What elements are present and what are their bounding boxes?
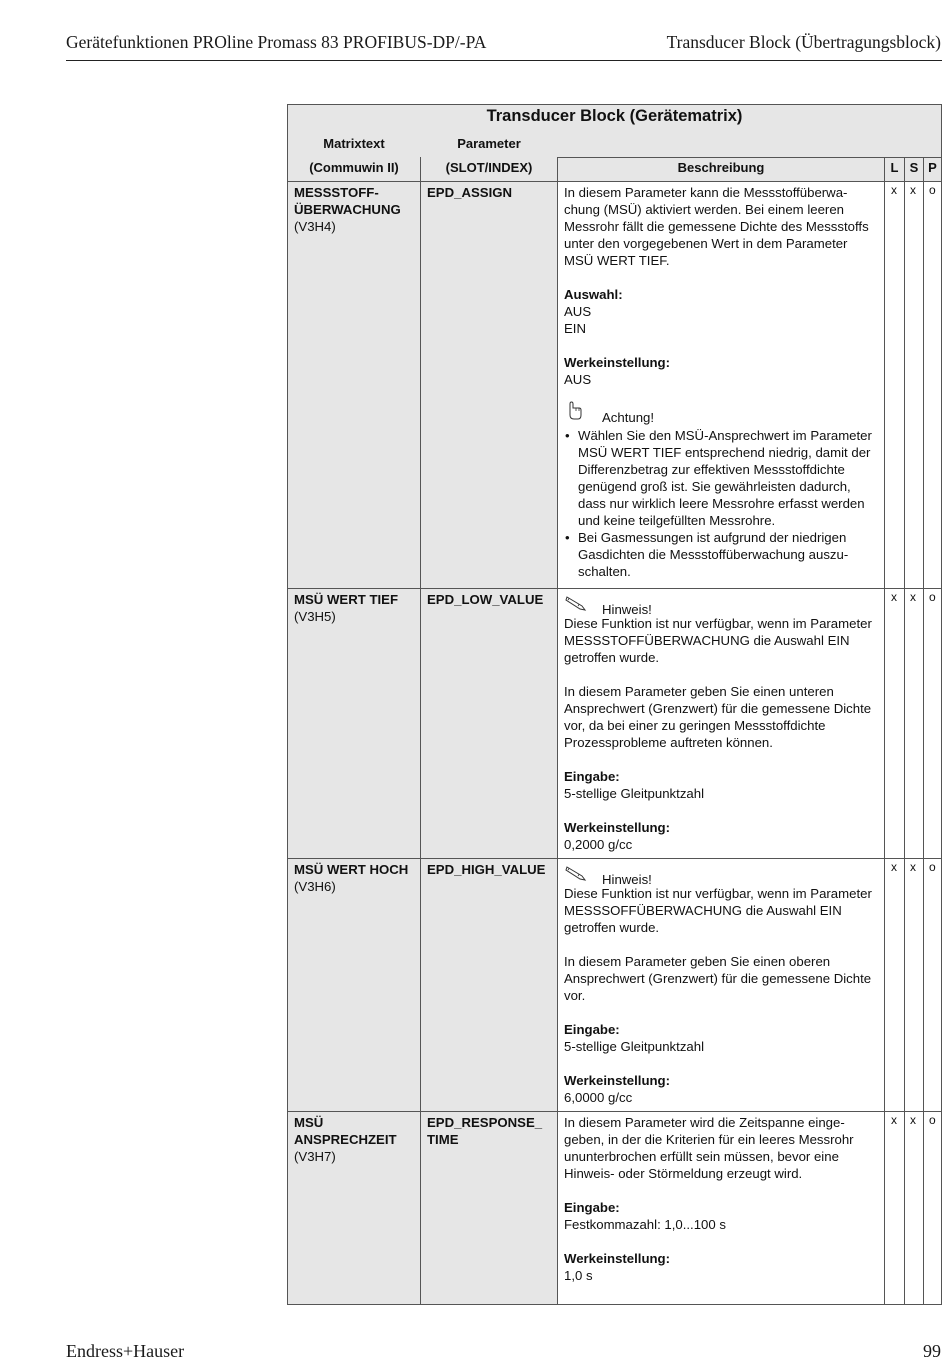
- row-4-s: x: [910, 1113, 916, 1127]
- grid-vline: [923, 157, 924, 1304]
- grid-hline: [288, 1111, 941, 1112]
- warning-note: Achtung!: [564, 406, 884, 423]
- grid-hline: [288, 588, 941, 589]
- row-1-p: o: [929, 183, 936, 197]
- col-header-matrixtext: Matrixtext: [323, 136, 385, 151]
- row-2-parameter: EPD_LOW_VALUE: [427, 592, 544, 607]
- row-1-l: x: [891, 183, 897, 197]
- grid-hline: [557, 157, 941, 158]
- table-title: Transducer Block (Gerätematrix): [486, 107, 743, 125]
- row-4-matrixtext: MSÜ ANSPRECHZEIT (V3H7): [294, 1115, 397, 1164]
- row-1-matrixtext: MESSSTOFF- ÜBERWACHUNG (V3H4): [294, 185, 401, 234]
- col-header-s: S: [909, 160, 919, 175]
- col-header-p: P: [928, 160, 937, 175]
- bullet-item: • Bei Gasmessungen ist aufgrund der niedrigen Gasdichten die Messstoffüberwachung auszu- schalten.: [564, 529, 884, 580]
- running-header-right: Transducer Block (Übertragungsblock): [666, 32, 941, 52]
- col-header-slot-index: (SLOT/INDEX): [445, 160, 533, 175]
- row-4-l: x: [891, 1113, 897, 1127]
- page-number: 99: [923, 1341, 941, 1361]
- pencil-icon: [564, 862, 590, 884]
- pencil-icon: [564, 592, 590, 614]
- hint-note: Hinweis!: [564, 868, 884, 885]
- header-rule: [66, 60, 942, 61]
- col-header-commuwin: (Commuwin II): [309, 160, 399, 175]
- col-header-beschreibung: Beschreibung: [677, 160, 765, 175]
- row-1-description: In diesem Parameter kann die Messstoffüberwa- chung (MSÜ) aktiviert werden. Bei einem leeren Messrohr fällt die gemessene Dichte des Messstoffs unter den vorgegebenen Wert in dem Parameter MSÜ WERT TIEF. Auswahl: AUS EIN Werkeinstellung: AUS Achtung! • Wählen Sie den MSÜ-Ansprechwert im Parameter MSÜ WERT TIEF entsprechend niedrig, damit der Differenzbetrag zur effektiven Messstoffdichte genügend groß ist. Sie gewährleisten dadurch, dass nur wirklich leere Messrohre erfasst werden und keine teilgefüllten Messrohre. • Bei Gasmessungen ist aufgrund der niedrigen Gasdichten die Messstoffüberwachung auszu- schalten.: [564, 184, 884, 580]
- row-2-s: x: [910, 590, 916, 604]
- row-4-p: o: [929, 1113, 936, 1127]
- hint-note: Hinweis!: [564, 598, 884, 615]
- row-1-parameter: EPD_ASSIGN: [427, 185, 513, 200]
- row-2-p: o: [929, 590, 936, 604]
- bullet-item: • Wählen Sie den MSÜ-Ansprechwert im Parameter MSÜ WERT TIEF entsprechend niedrig, damit der Differenzbetrag zur effektiven Messstoffdichte genügend groß ist. Sie gewährleisten dadurch, dass nur wirklich leere Messrohre erfasst werden und keine teilgefüllten Messrohre.: [564, 427, 884, 529]
- grid-vline: [904, 157, 905, 1304]
- grid-hline: [288, 181, 941, 182]
- row-4-parameter: EPD_RESPONSE_ TIME: [427, 1115, 543, 1147]
- row-2-matrixtext: MSÜ WERT TIEF (V3H5): [294, 592, 399, 624]
- grid-vline: [884, 157, 885, 1304]
- row-3-p: o: [929, 860, 936, 874]
- row-3-s: x: [910, 860, 916, 874]
- grid-vline: [420, 157, 421, 1304]
- row-3-parameter: EPD_HIGH_VALUE: [427, 862, 546, 877]
- row-1-s: x: [910, 183, 916, 197]
- row-2-description: Hinweis! Diese Funktion ist nur verfügbar, wenn im Parameter MESSSTOFFÜBERWACHUNG die Auswahl EIN getroffen wurde. In diesem Parameter geben Sie einen unteren Ansprechwert (Grenzwert) für die gemessene Dichte vor, da bei einer zu geringen Messstoffdichte Prozessprobleme auftreten können. Eingabe: 5-stellige Gleitpunktzahl Werkeinstellung: 0,2000 g/cc: [564, 591, 884, 853]
- col-header-parameter: Parameter: [457, 136, 521, 151]
- running-header-left: Gerätefunktionen PROline Promass 83 PROFIBUS-DP/-PA: [66, 32, 487, 52]
- row-2-l: x: [891, 590, 897, 604]
- row-3-description: Hinweis! Diese Funktion ist nur verfügbar, wenn im Parameter MESSSOFFÜBERWACHUNG die Auswahl EIN getroffen wurde. In diesem Parameter geben Sie einen oberen Ansprechwert (Grenzwert) für die gemessene Dichte vor. Eingabe: 5-stellige Gleitpunktzahl Werkeinstellung: 6,0000 g/cc: [564, 861, 884, 1106]
- grid-hline: [288, 858, 941, 859]
- row-3-l: x: [891, 860, 897, 874]
- grid-vline: [557, 157, 558, 1304]
- row-3-matrixtext: MSÜ WERT HOCH (V3H6): [294, 862, 409, 894]
- col-header-l: L: [890, 160, 899, 175]
- transducer-block-table: [287, 104, 942, 1305]
- pointing-hand-icon: [564, 400, 590, 422]
- footer-brand: Endress+Hauser: [66, 1341, 185, 1361]
- row-4-description: In diesem Parameter wird die Zeitspanne einge- geben, in der die Kriterien für ein leeres Messrohr ununterbrochen erfüllt sein müssen, bevor eine Hinweis- oder Störmeldung erzeugt wird. Eingabe: Festkommazahl: 1,0...100 s Werkeinstellung: 1,0 s: [564, 1115, 854, 1283]
